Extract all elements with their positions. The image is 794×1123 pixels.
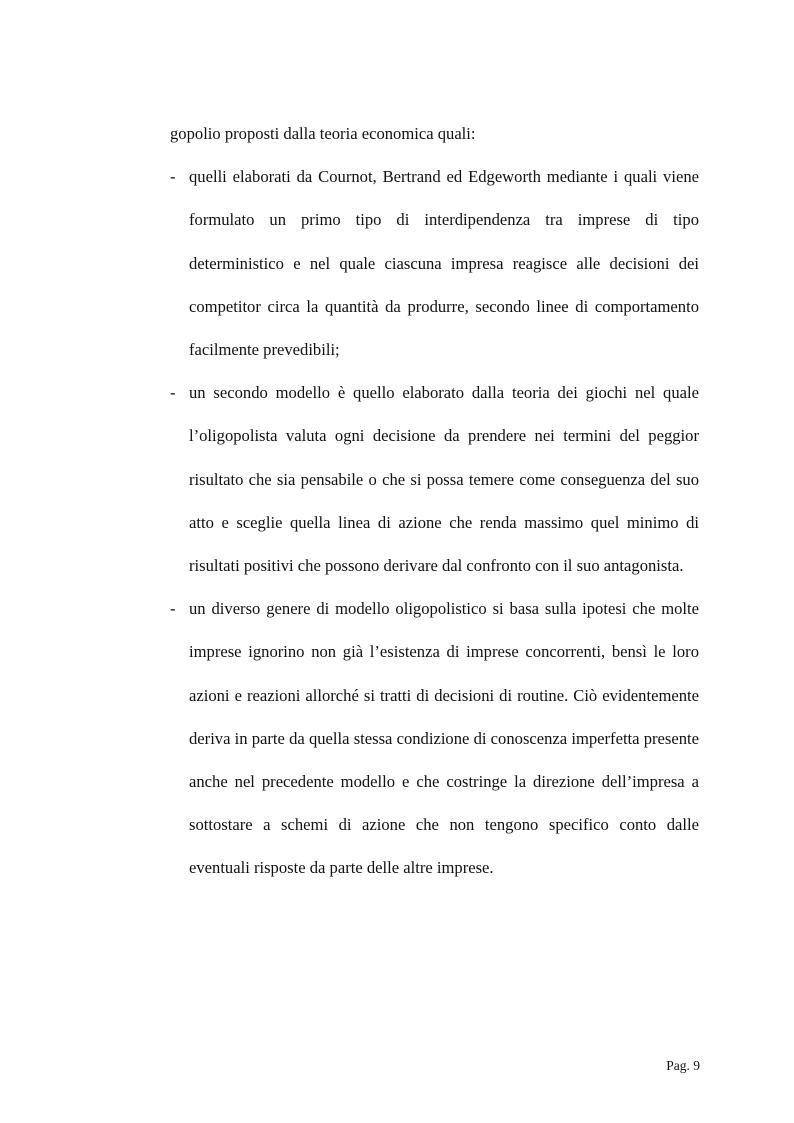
- page-number: Pag. 9: [666, 1058, 700, 1073]
- bullet-text: quelli elaborati da Cournot, Bertrand ed Edgeworth mediante i quali viene formulato un primo tipo di interdipendenza tra imprese di tipo deterministico e nel quale ciascuna impresa reagisce alle decisioni dei competitor circa la quantità da produrre, secondo linee di comportamento facilmente prevedibili;: [189, 167, 699, 360]
- body-text: [170, 112, 699, 890]
- bullet-item: [170, 155, 699, 371]
- bullet-item: [170, 587, 699, 889]
- bullet-marker: -: [170, 383, 176, 403]
- continuation-line: gopolio proposti dalla teoria economica quali:: [170, 124, 476, 143]
- bullet-text: un diverso genere di modello oligopolistico si basa sulla ipotesi che molte imprese ignorino non già l’esistenza di imprese concorrenti, bensì le loro azioni e reazioni allorché si tratti di decisioni di routine. Ciò evidentemente deriva in parte da quella stessa condizione di conoscenza imperfetta presente anche nel precedente modello e che costringe la direzione dell’impresa a sottostare a schemi di azione che non tengono specifico conto dalle eventuali risposte da parte delle altre imprese.: [189, 599, 699, 878]
- bullet-item: [170, 371, 699, 587]
- bullet-text: un secondo modello è quello elaborato dalla teoria dei giochi nel quale l’oligopolista valuta ogni decisione da prendere nei termini del peggior risultato che sia pensabile o che si possa temere come conseguenza del suo atto e sceglie quella linea di azione che renda massimo quel minimo di risultati positivi che possono derivare dal confronto con il suo antagonista.: [189, 383, 699, 576]
- bullet-marker: -: [170, 599, 176, 619]
- bullet-marker: -: [170, 167, 176, 187]
